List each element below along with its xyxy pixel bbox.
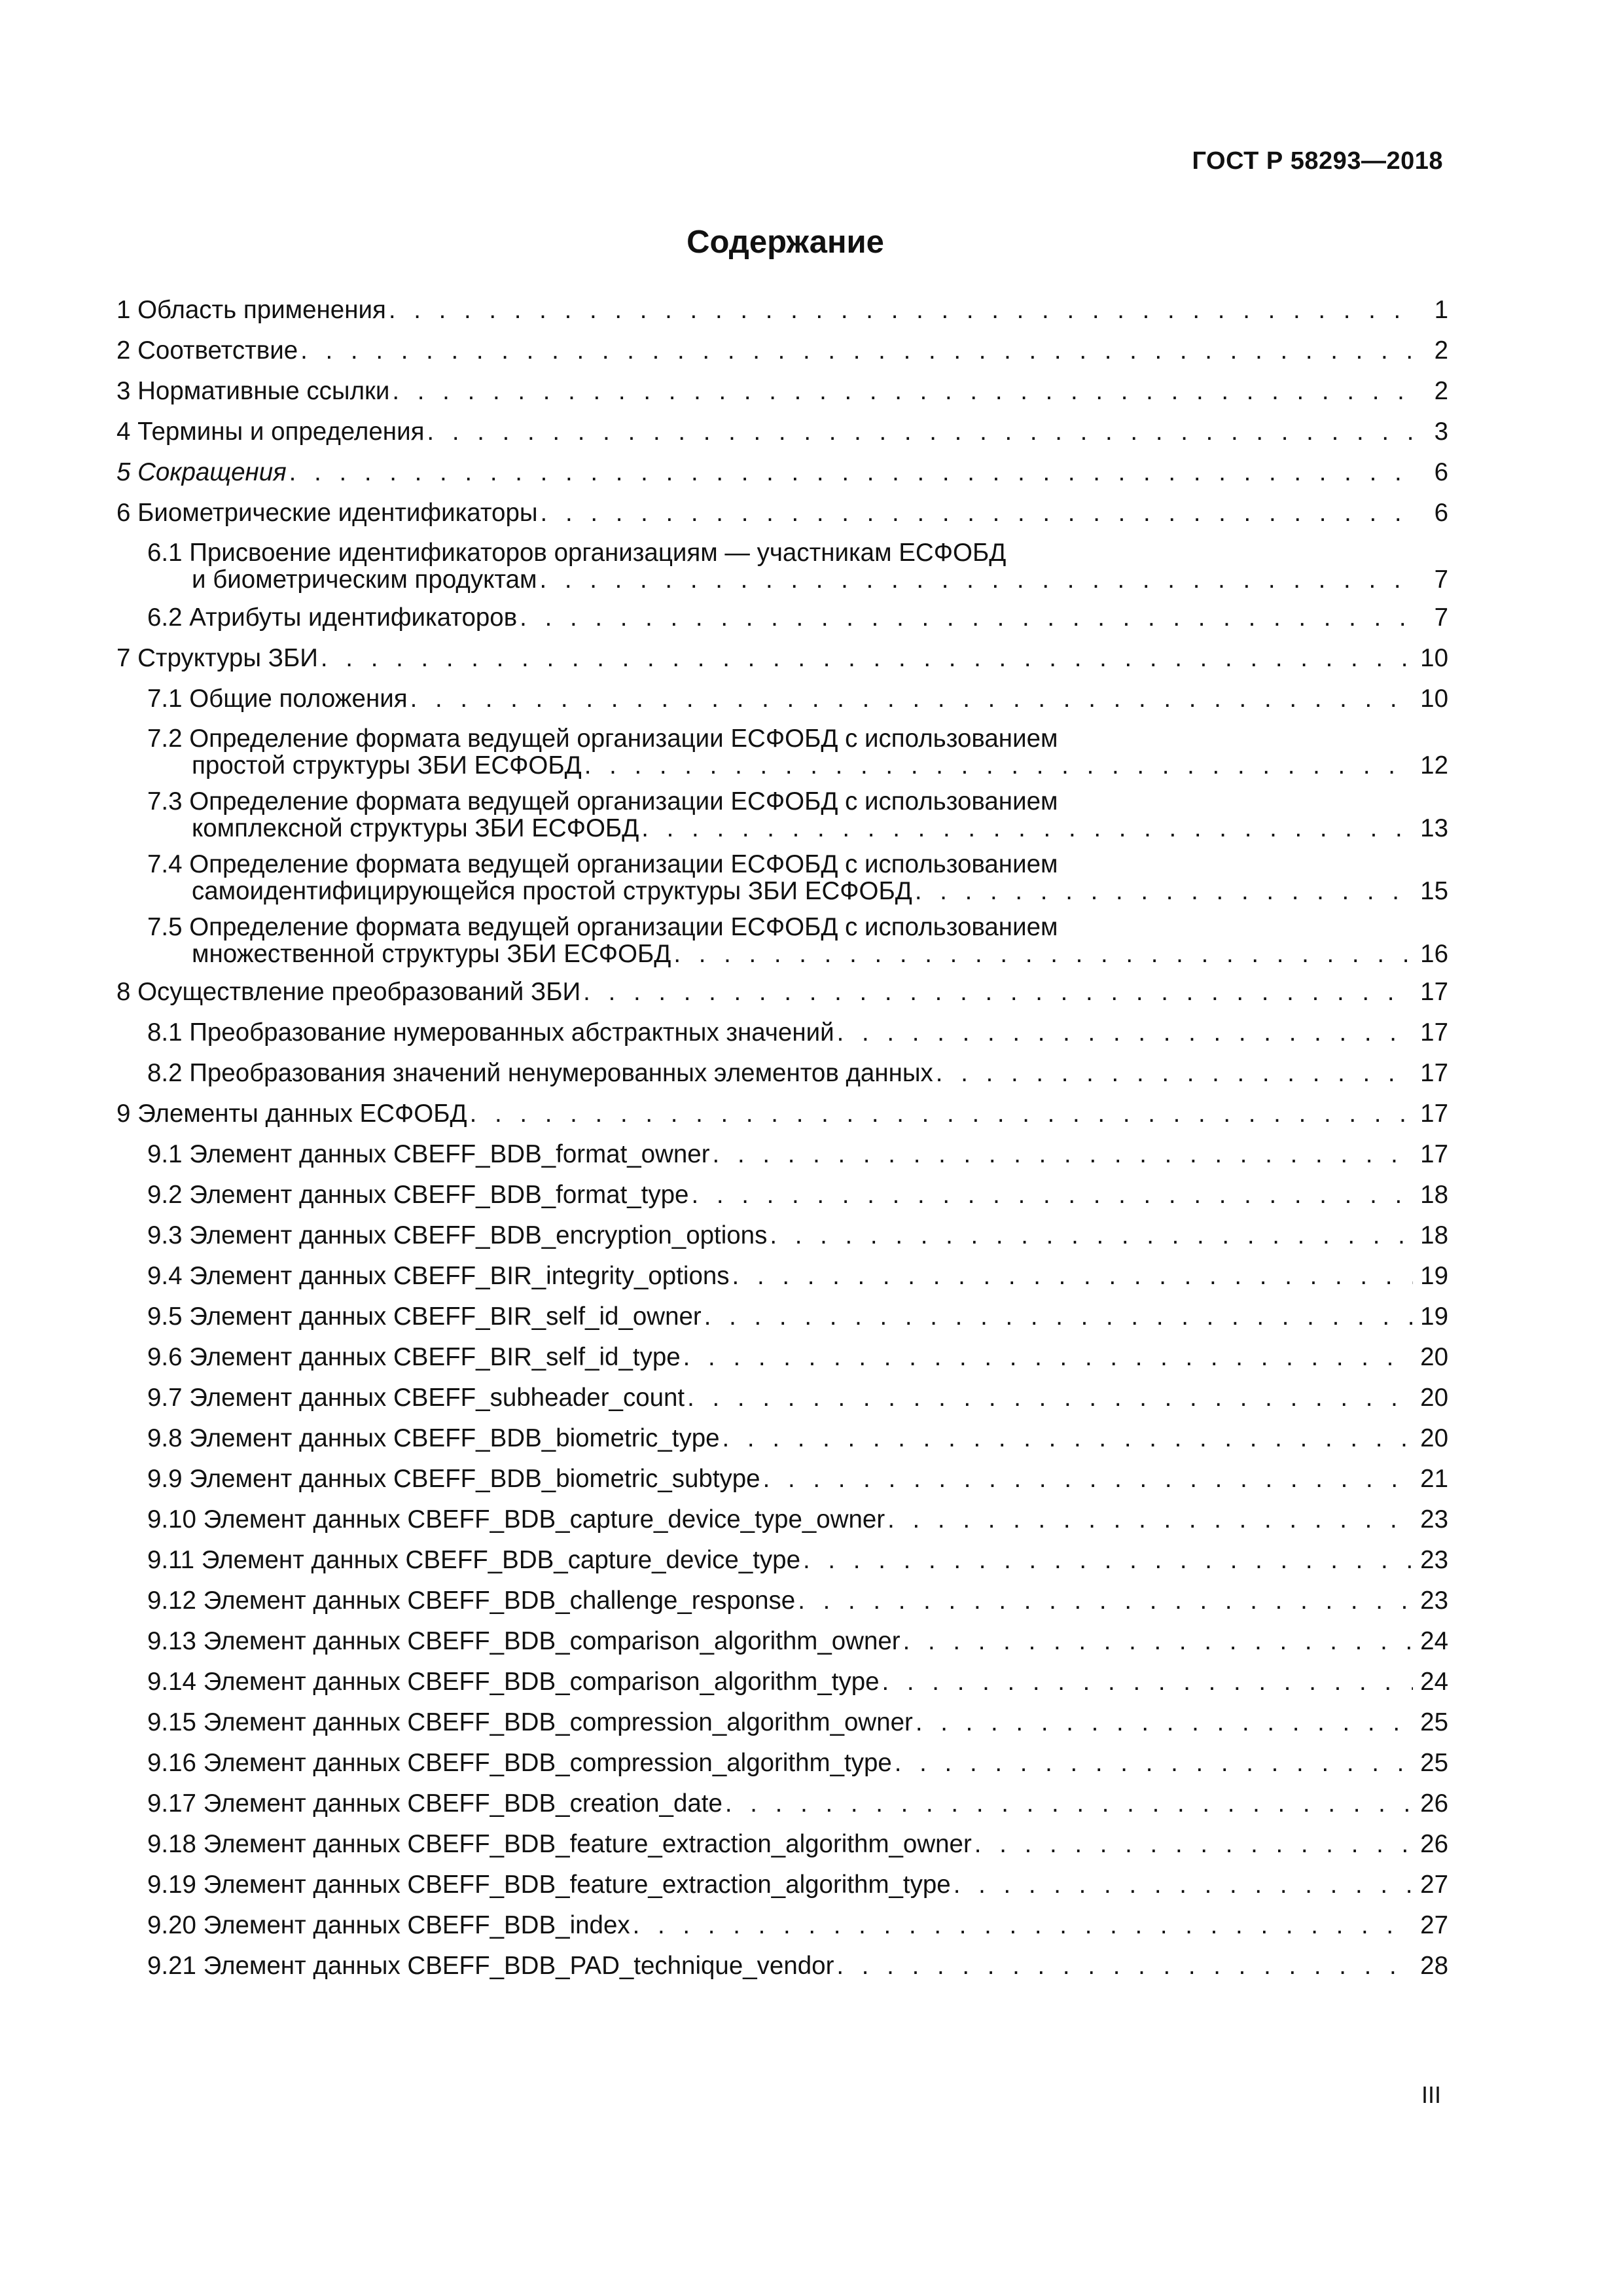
toc-entry[interactable] xyxy=(116,1784,1448,1824)
dot-leader xyxy=(633,1905,1413,1946)
toc-entry[interactable] xyxy=(116,1256,1448,1297)
toc-entry-page: 16 xyxy=(1420,940,1448,968)
dot-leader xyxy=(887,1499,1413,1540)
toc-entry-title: 6.1 Присвоение идентификаторов организациям — участникам ЕСФОБД xyxy=(147,539,1007,567)
toc-entry-title: множественной структуры ЗБИ ЕСФОБД xyxy=(192,940,671,968)
toc-entry-title: 9.17 Элемент данных CBEFF_BDB_creation_date xyxy=(147,1789,722,1818)
toc-entry-title: 5 Сокращения xyxy=(116,458,287,486)
dot-leader xyxy=(798,1581,1413,1621)
toc-entry-title: 3 Нормативные ссылки xyxy=(116,377,390,405)
toc-entry[interactable] xyxy=(116,371,1448,412)
toc-entry-page: 7 xyxy=(1434,603,1448,632)
toc-entry-title: 9 Элементы данных ЕСФОБД xyxy=(116,1100,467,1128)
toc-entry-page: 15 xyxy=(1420,877,1448,905)
toc-entry[interactable] xyxy=(116,1865,1448,1905)
toc-entry-page: 17 xyxy=(1420,1018,1448,1047)
toc-entry-title: 7.5 Определение формата ведущей организации ЕСФОБД с использованием xyxy=(147,913,1058,941)
toc-entry[interactable] xyxy=(116,1540,1448,1581)
dot-leader xyxy=(725,1784,1413,1824)
toc-entry-page: 19 xyxy=(1420,1302,1448,1331)
toc-entry[interactable] xyxy=(116,1824,1448,1865)
toc-entry[interactable] xyxy=(116,1581,1448,1621)
toc-entry[interactable] xyxy=(116,1621,1448,1662)
dot-leader xyxy=(583,972,1413,1013)
toc-entry[interactable] xyxy=(116,1134,1448,1175)
dot-leader xyxy=(732,1256,1413,1297)
toc-entry-title: простой структуры ЗБИ ЕСФОБД xyxy=(192,751,582,780)
toc-entry[interactable] xyxy=(116,1743,1448,1784)
toc-entry-title: 9.5 Элемент данных CBEFF_BIR_self_id_owner xyxy=(147,1302,702,1331)
toc-entry-title: 9.18 Элемент данных CBEFF_BDB_feature_extraction_algorithm_owner xyxy=(147,1830,972,1858)
toc-entry-page: 18 xyxy=(1420,1181,1448,1209)
toc-entry[interactable] xyxy=(116,1905,1448,1946)
toc-entry-page: 28 xyxy=(1420,1952,1448,1980)
dot-leader xyxy=(687,1378,1413,1418)
toc-entry[interactable] xyxy=(116,722,1448,782)
dot-leader xyxy=(836,1946,1413,1986)
toc-entry[interactable] xyxy=(116,638,1448,679)
toc-entry-page: 12 xyxy=(1420,751,1448,780)
dot-leader xyxy=(974,1824,1413,1865)
dot-leader xyxy=(289,452,1413,493)
toc-entry-title: 9.16 Элемент данных CBEFF_BDB_compression_algorithm_type xyxy=(147,1749,892,1777)
toc-entry[interactable] xyxy=(116,910,1448,971)
toc-entry[interactable] xyxy=(116,1013,1448,1053)
toc-entry-page: 23 xyxy=(1420,1587,1448,1615)
toc-entry[interactable] xyxy=(116,290,1448,331)
toc-entry-page: 20 xyxy=(1420,1384,1448,1412)
dot-leader xyxy=(916,1702,1413,1743)
toc-entry-page: 19 xyxy=(1420,1262,1448,1290)
toc-entry[interactable] xyxy=(116,1337,1448,1378)
toc-entry-title: 9.21 Элемент данных CBEFF_BDB_PAD_technique_vendor xyxy=(147,1952,834,1980)
toc-entry[interactable] xyxy=(116,1094,1448,1134)
toc-entry-page: 10 xyxy=(1420,685,1448,713)
toc-entry[interactable] xyxy=(116,412,1448,452)
toc-entry-title: самоидентифицирующейся простой структуры ЗБИ ЕСФОБД xyxy=(192,877,912,905)
toc-entry[interactable] xyxy=(116,536,1448,596)
toc-entry-title: 7.2 Определение формата ведущей организации ЕСФОБД с использованием xyxy=(147,725,1058,753)
dot-leader xyxy=(882,1662,1413,1702)
toc-entry-page: 2 xyxy=(1434,336,1448,365)
dot-leader xyxy=(954,1865,1413,1905)
document-code: ГОСТ Р 58293—2018 xyxy=(1192,147,1443,175)
toc-entry-title: и биометрическим продуктам xyxy=(192,565,537,594)
toc-entry-page: 6 xyxy=(1434,458,1448,486)
dot-leader xyxy=(410,679,1413,719)
dot-leader xyxy=(392,371,1413,412)
page-title: Содержание xyxy=(687,224,884,260)
dot-leader xyxy=(936,1053,1413,1094)
toc-entry-page: 27 xyxy=(1420,1871,1448,1899)
dot-leader xyxy=(803,1540,1413,1581)
toc-entry-title: 9.13 Элемент данных CBEFF_BDB_comparison_algorithm_owner xyxy=(147,1627,901,1655)
toc-entry-title: 7 Структуры ЗБИ xyxy=(116,644,318,672)
toc-entry-title: 9.8 Элемент данных CBEFF_BDB_biometric_type xyxy=(147,1424,720,1452)
toc-entry-title: 6.2 Атрибуты идентификаторов xyxy=(147,603,518,632)
toc-entry-title: 9.6 Элемент данных CBEFF_BIR_self_id_type xyxy=(147,1343,681,1371)
toc-entry-title: 2 Соответствие xyxy=(116,336,298,365)
toc-entry[interactable] xyxy=(116,1215,1448,1256)
toc-entry[interactable] xyxy=(116,785,1448,845)
toc-entry-page: 18 xyxy=(1420,1221,1448,1249)
toc-entry-page: 2 xyxy=(1434,377,1448,405)
toc-entry[interactable] xyxy=(116,1378,1448,1418)
toc-entry[interactable] xyxy=(116,1053,1448,1094)
toc-entry-page: 26 xyxy=(1420,1830,1448,1858)
dot-leader xyxy=(895,1743,1413,1784)
toc-entry-page: 3 xyxy=(1434,418,1448,446)
toc-entry-title: 7.3 Определение формата ведущей организации ЕСФОБД с использованием xyxy=(147,787,1058,816)
dot-leader xyxy=(584,749,1413,782)
toc-entry-page: 23 xyxy=(1420,1546,1448,1574)
toc-entry-page: 6 xyxy=(1434,499,1448,527)
dot-leader xyxy=(915,875,1413,908)
toc-entry[interactable] xyxy=(116,452,1448,493)
toc-entry-title: 9.20 Элемент данных CBEFF_BDB_index xyxy=(147,1911,630,1939)
dot-leader xyxy=(704,1297,1413,1337)
toc-entry-title: 9.15 Элемент данных CBEFF_BDB_compression_algorithm_owner xyxy=(147,1708,913,1736)
toc-entry-title: 9.4 Элемент данных CBEFF_BIR_integrity_options xyxy=(147,1262,730,1290)
toc-entry-page: 23 xyxy=(1420,1505,1448,1534)
toc-entry-title: 9.14 Элемент данных CBEFF_BDB_comparison_algorithm_type xyxy=(147,1668,880,1696)
toc-entry[interactable] xyxy=(116,1418,1448,1459)
toc-entry-page: 25 xyxy=(1420,1749,1448,1777)
toc-entry-page: 17 xyxy=(1420,1059,1448,1087)
toc-entry-title: 1 Область применения xyxy=(116,296,386,324)
page-number: III xyxy=(1421,2081,1441,2108)
toc-entry[interactable] xyxy=(116,1499,1448,1540)
toc-entry-title: 9.19 Элемент данных CBEFF_BDB_feature_extraction_algorithm_type xyxy=(147,1871,951,1899)
dot-leader xyxy=(713,1134,1413,1175)
toc-entry[interactable] xyxy=(116,493,1448,533)
toc-entry-title: комплексной структуры ЗБИ ЕСФОБД xyxy=(192,814,639,842)
toc-entry[interactable] xyxy=(116,972,1448,1013)
toc-entry[interactable] xyxy=(116,1459,1448,1499)
dot-leader xyxy=(691,1175,1413,1215)
toc-entry[interactable] xyxy=(116,1702,1448,1743)
toc-entry[interactable] xyxy=(116,598,1448,638)
dot-leader xyxy=(837,1013,1413,1053)
toc-entry[interactable] xyxy=(116,1297,1448,1337)
toc-entry-title: 4 Термины и определения xyxy=(116,418,425,446)
dot-leader xyxy=(770,1215,1413,1256)
toc-entry-page: 17 xyxy=(1420,1140,1448,1168)
toc-entry-title: 9.7 Элемент данных CBEFF_subheader_count xyxy=(147,1384,685,1412)
dot-leader xyxy=(539,564,1413,596)
dot-leader xyxy=(321,638,1413,679)
dot-leader xyxy=(389,290,1413,331)
toc-entry-page: 26 xyxy=(1420,1789,1448,1818)
toc-entry-title: 9.2 Элемент данных CBEFF_BDB_format_type xyxy=(147,1181,689,1209)
dot-leader xyxy=(903,1621,1413,1662)
toc-entry-page: 21 xyxy=(1420,1465,1448,1493)
toc-entry-page: 20 xyxy=(1420,1424,1448,1452)
dot-leader xyxy=(470,1094,1413,1134)
toc-entry-page: 25 xyxy=(1420,1708,1448,1736)
toc-entry-title: 9.3 Элемент данных CBEFF_BDB_encryption_options xyxy=(147,1221,768,1249)
dot-leader xyxy=(520,598,1413,638)
toc-entry-page: 17 xyxy=(1420,978,1448,1006)
toc-entry-page: 17 xyxy=(1420,1100,1448,1128)
toc-entry[interactable] xyxy=(116,1946,1448,1986)
dot-leader xyxy=(722,1418,1413,1459)
toc-entry-title: 8.1 Преобразование нумерованных абстрактных значений xyxy=(147,1018,834,1047)
toc-entry-page: 13 xyxy=(1420,814,1448,842)
toc-entry[interactable] xyxy=(116,679,1448,719)
toc-entry-title: 9.10 Элемент данных CBEFF_BDB_capture_device_type_owner xyxy=(147,1505,885,1534)
toc-entry-title: 9.11 Элемент данных CBEFF_BDB_capture_device_type xyxy=(147,1546,801,1574)
dot-leader xyxy=(541,493,1413,533)
toc-entry[interactable] xyxy=(116,1175,1448,1215)
toc-entry-title: 9.9 Элемент данных CBEFF_BDB_biometric_subtype xyxy=(147,1465,760,1493)
toc-entry-page: 24 xyxy=(1420,1627,1448,1655)
toc-entry-page: 7 xyxy=(1434,565,1448,594)
toc-entry-page: 24 xyxy=(1420,1668,1448,1696)
toc-entry-page: 1 xyxy=(1434,296,1448,324)
toc-entry-page: 20 xyxy=(1420,1343,1448,1371)
toc-entry-title: 9.12 Элемент данных CBEFF_BDB_challenge_response xyxy=(147,1587,796,1615)
toc-entry-title: 7.4 Определение формата ведущей организации ЕСФОБД с использованием xyxy=(147,850,1058,878)
dot-leader xyxy=(673,938,1413,971)
dot-leader xyxy=(763,1459,1413,1499)
table-of-contents xyxy=(116,290,1448,1986)
toc-entry[interactable] xyxy=(116,848,1448,908)
toc-entry-title: 9.1 Элемент данных CBEFF_BDB_format_owner xyxy=(147,1140,710,1168)
toc-entry-title: 8 Осуществление преобразований ЗБИ xyxy=(116,978,581,1006)
dot-leader xyxy=(300,331,1413,371)
toc-entry-title: 6 Биометрические идентификаторы xyxy=(116,499,538,527)
toc-entry-page: 10 xyxy=(1420,644,1448,672)
toc-entry[interactable] xyxy=(116,331,1448,371)
dot-leader xyxy=(641,812,1413,845)
dot-leader xyxy=(427,412,1413,452)
toc-entry-page: 27 xyxy=(1420,1911,1448,1939)
toc-entry-title: 8.2 Преобразования значений ненумерованных элементов данных xyxy=(147,1059,933,1087)
toc-entry-title: 7.1 Общие положения xyxy=(147,685,408,713)
toc-entry[interactable] xyxy=(116,1662,1448,1702)
dot-leader xyxy=(683,1337,1413,1378)
